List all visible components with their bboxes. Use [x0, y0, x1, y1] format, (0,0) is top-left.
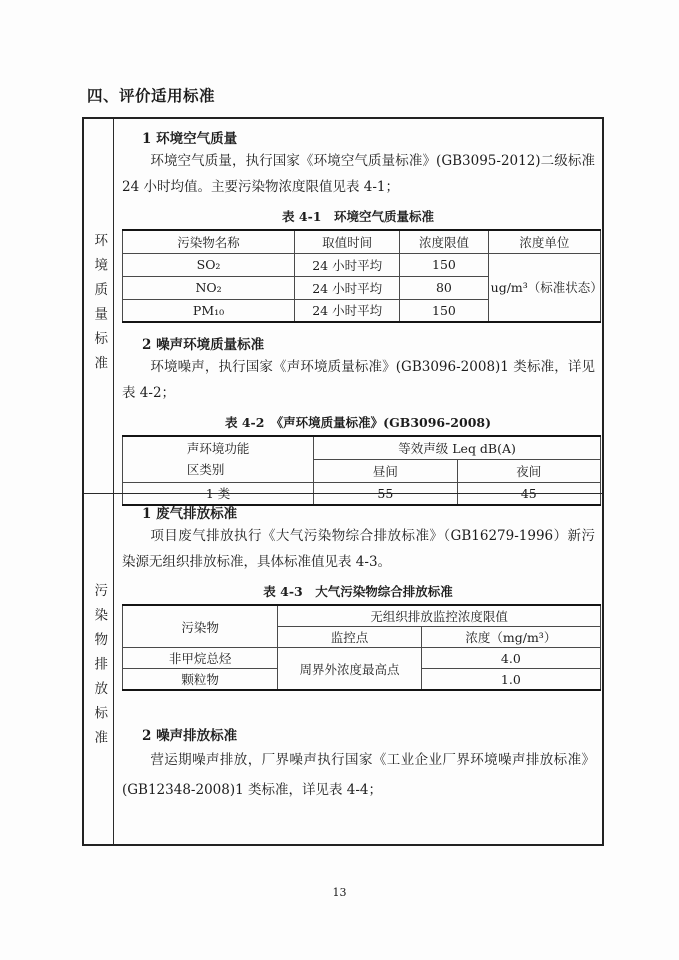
table-cell: 非甲烷总烃 — [123, 648, 278, 669]
table-cell: 55 — [314, 482, 457, 505]
table-4-2-caption: 表 4-2 《声环境质量标准》(GB3096-2008) — [224, 415, 492, 430]
table-group-header-cell: 等效声级 Leq dB(A) — [314, 436, 601, 459]
gas-emission-heading: 1 废气排放标准 — [142, 506, 238, 522]
sidebar-pollutant-discharge-label: 污染物排放标准 — [91, 583, 108, 755]
table-cell: 45 — [457, 482, 600, 505]
table-header-cell: 污染物名称 — [123, 230, 295, 253]
noise-quality-heading: 2 噪声环境质量标准 — [142, 337, 265, 353]
table-row — [123, 253, 601, 276]
table-header-cell: 监控点 — [278, 627, 421, 648]
page-number: 13 — [332, 886, 347, 899]
table-cell: 24 小时平均 — [295, 276, 400, 299]
section-pollutant-discharge — [84, 493, 602, 844]
table-cell: 150 — [400, 299, 488, 322]
table-header-row — [123, 605, 601, 627]
table-cell: 4.0 — [421, 648, 600, 669]
table-cell: 24 小时平均 — [295, 299, 400, 322]
table-group-header-cell: 无组织排放监控浓度限值 — [278, 605, 601, 627]
monitor-point-cell: 周界外浓度最高点 — [278, 648, 421, 691]
table-header-cell: 浓度限值 — [400, 230, 488, 253]
table-cell: NO₂ — [123, 276, 295, 299]
table-cell: 24 小时平均 — [295, 253, 400, 276]
table-unit-cell: ug/m³（标准状态） — [488, 253, 600, 322]
table-header-cell: 昼间 — [314, 459, 457, 482]
table-4-1-caption: 表 4-1 环境空气质量标准 — [282, 209, 434, 224]
table-header-cell: 浓度单位 — [488, 230, 600, 253]
table-cell: SO₂ — [123, 253, 295, 276]
noise-quality-paragraph: 环境噪声，执行国家《声环境质量标准》(GB3096-2008)1 类标准，详见表 4-2； — [122, 359, 595, 401]
table-4-3-caption: 表 4-3 大气污染物综合排放标准 — [263, 584, 453, 599]
sidebar-env-quality-label: 环境质量标准 — [91, 232, 108, 380]
function-zone-label: 声环境功能 区类别 — [186, 441, 250, 478]
table-cell: 1 类 — [123, 482, 314, 505]
sidebar-env-quality — [84, 119, 114, 493]
table-header-row — [123, 230, 601, 253]
air-quality-paragraph: 环境空气质量，执行国家《环境空气质量标准》(GB3095-2012)二级标准 24 小时均值。主要污染物浓度限值见表 4-1； — [122, 153, 595, 195]
table-header-cell: 污染物 — [123, 605, 278, 648]
air-quality-heading: 1 环境空气质量 — [142, 131, 238, 147]
table-header-row — [123, 436, 601, 459]
table-cell: 颗粒物 — [123, 669, 278, 691]
table-header-cell — [123, 436, 314, 482]
noise-emission-paragraph: 营运期噪声排放，厂界噪声执行国家《工业企业厂界环境噪声排放标准》(GB12348-2008)1 类标准，详见表 4-4； — [122, 752, 595, 798]
section-env-quality — [84, 119, 603, 502]
env-quality-content — [114, 119, 603, 502]
page-title: 四、评价适用标准 — [87, 86, 216, 105]
pollutant-discharge-content — [114, 494, 602, 844]
standards-box — [82, 117, 604, 846]
table-cell: 1.0 — [421, 669, 600, 691]
noise-emission-heading: 2 噪声排放标准 — [142, 728, 238, 744]
table-header-cell: 浓度（mg/m³） — [421, 627, 600, 648]
gas-emission-table — [122, 604, 601, 691]
sidebar-pollutant-discharge — [84, 494, 114, 844]
table-row — [123, 648, 601, 669]
gas-emission-paragraph: 项目废气排放执行《大气污染物综合排放标准》（GB16279-1996）新污染源无组织排放标准，具体标准值见表 4-3。 — [122, 528, 595, 570]
table-cell: 80 — [400, 276, 488, 299]
table-cell: 150 — [400, 253, 488, 276]
table-header-cell: 夜间 — [457, 459, 600, 482]
air-quality-table — [122, 229, 601, 323]
table-header-cell: 取值时间 — [295, 230, 400, 253]
table-cell: PM₁₀ — [123, 299, 295, 322]
